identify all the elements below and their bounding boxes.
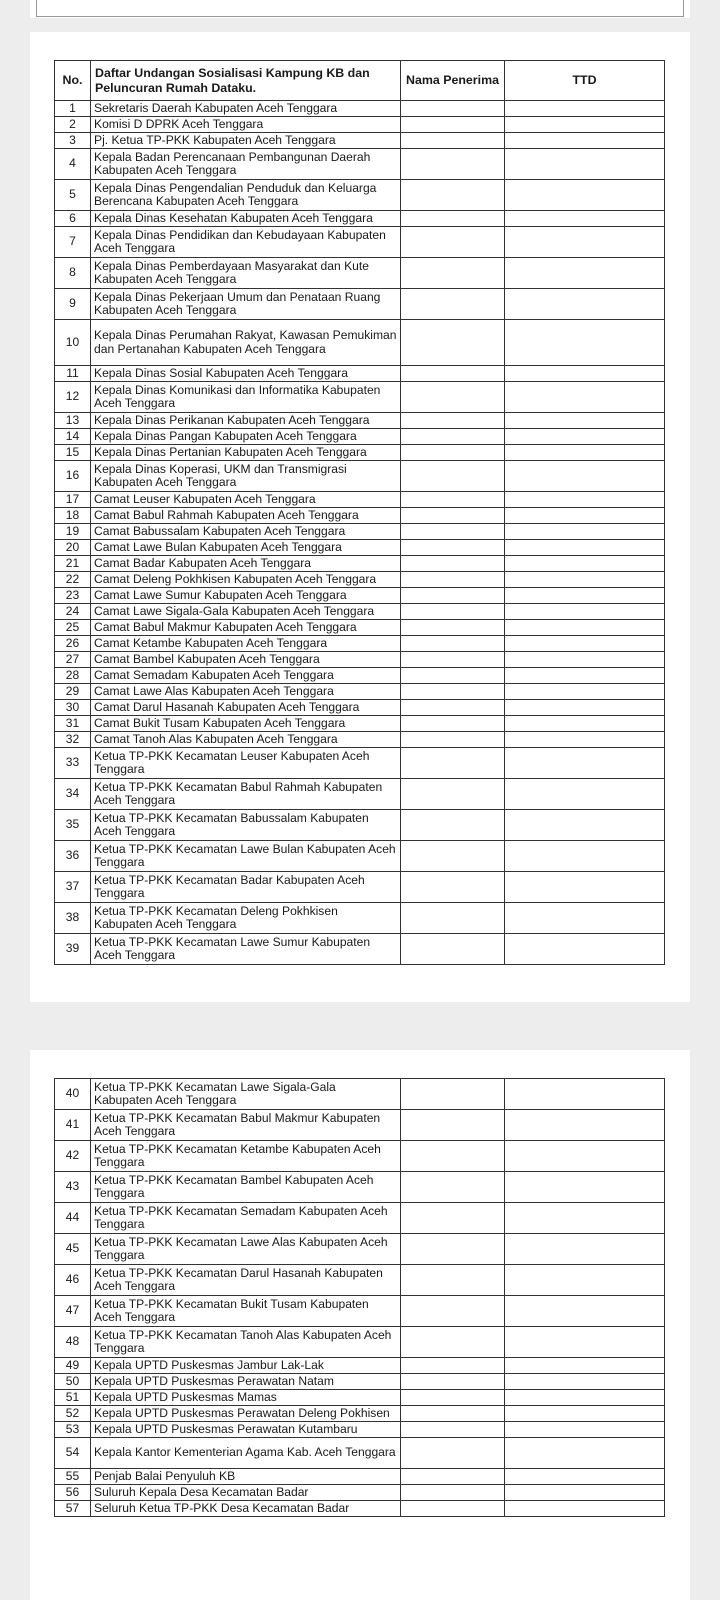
table-row xyxy=(55,872,665,903)
table-header-row xyxy=(55,61,665,101)
invitee-name: Kepala Kantor Kementerian Agama Kab. Aceh Tenggara xyxy=(91,1438,401,1469)
recipient-name-cell xyxy=(401,1406,505,1422)
invitee-name: Camat Ketambe Kabupaten Aceh Tenggara xyxy=(91,636,401,652)
row-number: 37 xyxy=(55,872,91,903)
row-number: 7 xyxy=(55,227,91,258)
signature-cell xyxy=(505,1141,665,1172)
signature-cell xyxy=(505,1203,665,1234)
signature-cell xyxy=(505,1485,665,1501)
invitee-name: Ketua TP-PKK Kecamatan Tanoh Alas Kabupaten Aceh Tenggara xyxy=(91,1327,401,1358)
recipient-name-cell xyxy=(401,492,505,508)
row-number: 13 xyxy=(55,413,91,429)
invitee-name: Ketua TP-PKK Kecamatan Leuser Kabupaten Aceh Tenggara xyxy=(91,748,401,779)
invitee-name: Penjab Balai Penyuluh KB xyxy=(91,1469,401,1485)
signature-cell xyxy=(505,934,665,965)
invitee-name: Ketua TP-PKK Kecamatan Bukit Tusam Kabupaten Aceh Tenggara xyxy=(91,1296,401,1327)
signature-cell xyxy=(505,461,665,492)
row-number: 24 xyxy=(55,604,91,620)
row-number: 3 xyxy=(55,133,91,149)
invitee-name: Camat Badar Kabupaten Aceh Tenggara xyxy=(91,556,401,572)
invitee-name: Camat Bukit Tusam Kabupaten Aceh Tenggara xyxy=(91,716,401,732)
row-number: 38 xyxy=(55,903,91,934)
row-number: 36 xyxy=(55,841,91,872)
row-number: 8 xyxy=(55,258,91,289)
table-row xyxy=(55,700,665,716)
recipient-name-cell xyxy=(401,620,505,636)
table-row xyxy=(55,572,665,588)
recipient-name-cell xyxy=(401,1079,505,1110)
recipient-name-cell xyxy=(401,1501,505,1517)
table-row xyxy=(55,732,665,748)
recipient-name-cell xyxy=(401,133,505,149)
signature-cell xyxy=(505,1296,665,1327)
invitee-name: Kepala Dinas Pengendalian Penduduk dan Keluarga Berencana Kabupaten Aceh Tenggara xyxy=(91,180,401,211)
table-row xyxy=(55,684,665,700)
row-number: 56 xyxy=(55,1485,91,1501)
recipient-name-cell xyxy=(401,1390,505,1406)
invitation-table xyxy=(54,60,665,965)
recipient-name-cell xyxy=(401,652,505,668)
table-row xyxy=(55,841,665,872)
invitee-name: Suluruh Kepala Desa Kecamatan Badar xyxy=(91,1485,401,1501)
table-row xyxy=(55,320,665,366)
signature-cell xyxy=(505,382,665,413)
recipient-name-cell xyxy=(401,779,505,810)
signature-cell xyxy=(505,636,665,652)
invitee-name: Camat Tanoh Alas Kabupaten Aceh Tenggara xyxy=(91,732,401,748)
signature-cell xyxy=(505,620,665,636)
signature-cell xyxy=(505,149,665,180)
table-row xyxy=(55,445,665,461)
signature-cell xyxy=(505,1358,665,1374)
table-row xyxy=(55,1501,665,1517)
table-body-page-2 xyxy=(55,1079,665,1517)
recipient-name-cell xyxy=(401,1141,505,1172)
recipient-name-cell xyxy=(401,1374,505,1390)
signature-cell xyxy=(505,524,665,540)
invitation-table-continued xyxy=(54,1078,665,1517)
recipient-name-cell xyxy=(401,289,505,320)
table-row xyxy=(55,1296,665,1327)
row-number: 19 xyxy=(55,524,91,540)
recipient-name-cell xyxy=(401,445,505,461)
invitee-name: Ketua TP-PKK Kecamatan Lawe Sumur Kabupaten Aceh Tenggara xyxy=(91,934,401,965)
signature-cell xyxy=(505,684,665,700)
table-row xyxy=(55,1234,665,1265)
table-row xyxy=(55,1469,665,1485)
row-number: 53 xyxy=(55,1422,91,1438)
row-number: 40 xyxy=(55,1079,91,1110)
signature-cell xyxy=(505,227,665,258)
row-number: 32 xyxy=(55,732,91,748)
invitee-name: Camat Darul Hasanah Kabupaten Aceh Tenggara xyxy=(91,700,401,716)
signature-cell xyxy=(505,588,665,604)
recipient-name-cell xyxy=(401,180,505,211)
row-number: 29 xyxy=(55,684,91,700)
signature-cell xyxy=(505,700,665,716)
table-row xyxy=(55,117,665,133)
row-number: 30 xyxy=(55,700,91,716)
row-number: 48 xyxy=(55,1327,91,1358)
table-body-page-1 xyxy=(55,101,665,965)
recipient-name-cell xyxy=(401,588,505,604)
invitee-name: Camat Bambel Kabupaten Aceh Tenggara xyxy=(91,652,401,668)
recipient-name-cell xyxy=(401,1438,505,1469)
table-row xyxy=(55,636,665,652)
signature-cell xyxy=(505,1079,665,1110)
invitee-name: Kepala Dinas Pemberdayaan Masyarakat dan Kute Kabupaten Aceh Tenggara xyxy=(91,258,401,289)
invitee-name: Camat Lawe Sigala-Gala Kabupaten Aceh Tenggara xyxy=(91,604,401,620)
table-row xyxy=(55,1327,665,1358)
row-number: 33 xyxy=(55,748,91,779)
row-number: 4 xyxy=(55,149,91,180)
signature-cell xyxy=(505,1374,665,1390)
signature-cell xyxy=(505,429,665,445)
row-number: 27 xyxy=(55,652,91,668)
previous-page-edge xyxy=(30,0,690,18)
invitee-name: Sekretaris Daerah Kabupaten Aceh Tenggara xyxy=(91,101,401,117)
table-row xyxy=(55,227,665,258)
row-number: 50 xyxy=(55,1374,91,1390)
invitee-name: Ketua TP-PKK Kecamatan Bambel Kabupaten Aceh Tenggara xyxy=(91,1172,401,1203)
recipient-name-cell xyxy=(401,556,505,572)
invitee-name: Kepala UPTD Puskesmas Mamas xyxy=(91,1390,401,1406)
row-number: 5 xyxy=(55,180,91,211)
table-row xyxy=(55,1079,665,1110)
table-row xyxy=(55,1265,665,1296)
signature-cell xyxy=(505,492,665,508)
recipient-name-cell xyxy=(401,1234,505,1265)
signature-cell xyxy=(505,810,665,841)
row-number: 15 xyxy=(55,445,91,461)
table-row xyxy=(55,1358,665,1374)
invitee-name: Ketua TP-PKK Kecamatan Lawe Sigala-Gala Kabupaten Aceh Tenggara xyxy=(91,1079,401,1110)
table-row xyxy=(55,1110,665,1141)
invitee-name: Ketua TP-PKK Kecamatan Babul Rahmah Kabupaten Aceh Tenggara xyxy=(91,779,401,810)
recipient-name-cell xyxy=(401,1469,505,1485)
recipient-name-cell xyxy=(401,1110,505,1141)
row-number: 42 xyxy=(55,1141,91,1172)
recipient-name-cell xyxy=(401,748,505,779)
invitee-name: Kepala Dinas Koperasi, UKM dan Transmigrasi Kabupaten Aceh Tenggara xyxy=(91,461,401,492)
recipient-name-cell xyxy=(401,258,505,289)
row-number: 49 xyxy=(55,1358,91,1374)
row-number: 22 xyxy=(55,572,91,588)
row-number: 45 xyxy=(55,1234,91,1265)
invitee-name: Camat Babul Makmur Kabupaten Aceh Tenggara xyxy=(91,620,401,636)
invitee-name: Camat Babussalam Kabupaten Aceh Tenggara xyxy=(91,524,401,540)
row-number: 46 xyxy=(55,1265,91,1296)
invitee-name: Kepala Dinas Perikanan Kabupaten Aceh Tenggara xyxy=(91,413,401,429)
signature-cell xyxy=(505,211,665,227)
recipient-name-cell xyxy=(401,810,505,841)
table-row xyxy=(55,461,665,492)
invitee-name: Camat Lawe Sumur Kabupaten Aceh Tenggara xyxy=(91,588,401,604)
signature-cell xyxy=(505,1438,665,1469)
signature-cell xyxy=(505,1501,665,1517)
invitee-name: Kepala UPTD Puskesmas Perawatan Deleng Pokhisen xyxy=(91,1406,401,1422)
header-ttd: TTD xyxy=(505,61,665,101)
signature-cell xyxy=(505,180,665,211)
table-row xyxy=(55,588,665,604)
signature-cell xyxy=(505,652,665,668)
row-number: 35 xyxy=(55,810,91,841)
table-row xyxy=(55,289,665,320)
table-row xyxy=(55,779,665,810)
invitee-name: Ketua TP-PKK Kecamatan Lawe Bulan Kabupaten Aceh Tenggara xyxy=(91,841,401,872)
recipient-name-cell xyxy=(401,508,505,524)
row-number: 43 xyxy=(55,1172,91,1203)
invitee-name: Kepala Dinas Pangan Kabupaten Aceh Tenggara xyxy=(91,429,401,445)
signature-cell xyxy=(505,540,665,556)
row-number: 12 xyxy=(55,382,91,413)
invitee-name: Kepala Dinas Perumahan Rakyat, Kawasan Pemukiman dan Pertanahan Kabupaten Aceh Tenggara xyxy=(91,320,401,366)
recipient-name-cell xyxy=(401,540,505,556)
row-number: 21 xyxy=(55,556,91,572)
invitee-name: Kepala Dinas Kesehatan Kabupaten Aceh Tenggara xyxy=(91,211,401,227)
recipient-name-cell xyxy=(401,429,505,445)
recipient-name-cell xyxy=(401,1358,505,1374)
signature-cell xyxy=(505,1172,665,1203)
recipient-name-cell xyxy=(401,320,505,366)
row-number: 54 xyxy=(55,1438,91,1469)
recipient-name-cell xyxy=(401,1296,505,1327)
signature-cell xyxy=(505,101,665,117)
row-number: 11 xyxy=(55,366,91,382)
signature-cell xyxy=(505,258,665,289)
row-number: 55 xyxy=(55,1469,91,1485)
recipient-name-cell xyxy=(401,1422,505,1438)
invitee-name: Seluruh Ketua TP-PKK Desa Kecamatan Badar xyxy=(91,1501,401,1517)
recipient-name-cell xyxy=(401,524,505,540)
invitee-name: Kepala UPTD Puskesmas Jambur Lak-Lak xyxy=(91,1358,401,1374)
header-no: No. xyxy=(55,61,91,101)
recipient-name-cell xyxy=(401,211,505,227)
signature-cell xyxy=(505,1406,665,1422)
invitee-name: Pj. Ketua TP-PKK Kabupaten Aceh Tenggara xyxy=(91,133,401,149)
invitee-name: Ketua TP-PKK Kecamatan Deleng Pokhkisen Kabupaten Aceh Tenggara xyxy=(91,903,401,934)
signature-cell xyxy=(505,732,665,748)
recipient-name-cell xyxy=(401,604,505,620)
recipient-name-cell xyxy=(401,1172,505,1203)
signature-cell xyxy=(505,1265,665,1296)
table-row xyxy=(55,1422,665,1438)
table-row xyxy=(55,934,665,965)
recipient-name-cell xyxy=(401,1485,505,1501)
header-title: Daftar Undangan Sosialisasi Kampung KB dan Peluncuran Rumah Dataku. xyxy=(91,61,401,101)
recipient-name-cell xyxy=(401,684,505,700)
row-number: 39 xyxy=(55,934,91,965)
table-row xyxy=(55,258,665,289)
signature-cell xyxy=(505,668,665,684)
invitee-name: Ketua TP-PKK Kecamatan Babul Makmur Kabupaten Aceh Tenggara xyxy=(91,1110,401,1141)
recipient-name-cell xyxy=(401,1265,505,1296)
signature-cell xyxy=(505,508,665,524)
table-row xyxy=(55,810,665,841)
recipient-name-cell xyxy=(401,149,505,180)
invitee-name: Ketua TP-PKK Kecamatan Badar Kabupaten Aceh Tenggara xyxy=(91,872,401,903)
signature-cell xyxy=(505,604,665,620)
signature-cell xyxy=(505,133,665,149)
signature-cell xyxy=(505,903,665,934)
row-number: 44 xyxy=(55,1203,91,1234)
invitee-name: Kepala Dinas Pekerjaan Umum dan Penataan Ruang Kabupaten Aceh Tenggara xyxy=(91,289,401,320)
signature-cell xyxy=(505,1469,665,1485)
table-row xyxy=(55,556,665,572)
row-number: 14 xyxy=(55,429,91,445)
signature-cell xyxy=(505,117,665,133)
table-row xyxy=(55,133,665,149)
table-row xyxy=(55,366,665,382)
row-number: 51 xyxy=(55,1390,91,1406)
document-page-1 xyxy=(30,32,690,1002)
table-row xyxy=(55,540,665,556)
signature-cell xyxy=(505,1234,665,1265)
invitee-name: Ketua TP-PKK Kecamatan Darul Hasanah Kabupaten Aceh Tenggara xyxy=(91,1265,401,1296)
signature-cell xyxy=(505,841,665,872)
recipient-name-cell xyxy=(401,700,505,716)
table-row xyxy=(55,492,665,508)
recipient-name-cell xyxy=(401,366,505,382)
recipient-name-cell xyxy=(401,716,505,732)
table-row xyxy=(55,748,665,779)
table-row xyxy=(55,903,665,934)
table-row xyxy=(55,668,665,684)
recipient-name-cell xyxy=(401,413,505,429)
invitee-name: Kepala Dinas Pendidikan dan Kebudayaan Kabupaten Aceh Tenggara xyxy=(91,227,401,258)
invitee-name: Kepala UPTD Puskesmas Perawatan Kutambaru xyxy=(91,1422,401,1438)
row-number: 31 xyxy=(55,716,91,732)
invitee-name: Ketua TP-PKK Kecamatan Ketambe Kabupaten Aceh Tenggara xyxy=(91,1141,401,1172)
row-number: 2 xyxy=(55,117,91,133)
recipient-name-cell xyxy=(401,382,505,413)
row-number: 10 xyxy=(55,320,91,366)
invitee-name: Ketua TP-PKK Kecamatan Semadam Kabupaten Aceh Tenggara xyxy=(91,1203,401,1234)
recipient-name-cell xyxy=(401,872,505,903)
table-row xyxy=(55,716,665,732)
row-number: 1 xyxy=(55,101,91,117)
recipient-name-cell xyxy=(401,227,505,258)
signature-cell xyxy=(505,779,665,810)
signature-cell xyxy=(505,1327,665,1358)
table-row xyxy=(55,1438,665,1469)
invitee-name: Camat Leuser Kabupaten Aceh Tenggara xyxy=(91,492,401,508)
table-row xyxy=(55,211,665,227)
row-number: 17 xyxy=(55,492,91,508)
signature-cell xyxy=(505,413,665,429)
recipient-name-cell xyxy=(401,572,505,588)
recipient-name-cell xyxy=(401,461,505,492)
recipient-name-cell xyxy=(401,732,505,748)
signature-cell xyxy=(505,556,665,572)
invitee-name: Komisi D DPRK Aceh Tenggara xyxy=(91,117,401,133)
recipient-name-cell xyxy=(401,841,505,872)
recipient-name-cell xyxy=(401,668,505,684)
signature-cell xyxy=(505,872,665,903)
table-row xyxy=(55,1485,665,1501)
row-number: 52 xyxy=(55,1406,91,1422)
invitee-name: Kepala Badan Perencanaan Pembangunan Daerah Kabupaten Aceh Tenggara xyxy=(91,149,401,180)
signature-cell xyxy=(505,366,665,382)
table-row xyxy=(55,1406,665,1422)
invitee-name: Camat Babul Rahmah Kabupaten Aceh Tenggara xyxy=(91,508,401,524)
table-row xyxy=(55,604,665,620)
table-row xyxy=(55,1172,665,1203)
recipient-name-cell xyxy=(401,117,505,133)
signature-cell xyxy=(505,320,665,366)
invitee-name: Kepala Dinas Komunikasi dan Informatika Kabupaten Aceh Tenggara xyxy=(91,382,401,413)
header-nama: Nama Penerima xyxy=(401,61,505,101)
table-row xyxy=(55,1141,665,1172)
row-number: 25 xyxy=(55,620,91,636)
invitee-name: Kepala UPTD Puskesmas Perawatan Natam xyxy=(91,1374,401,1390)
invitee-name: Camat Lawe Alas Kabupaten Aceh Tenggara xyxy=(91,684,401,700)
invitee-name: Ketua TP-PKK Kecamatan Lawe Alas Kabupaten Aceh Tenggara xyxy=(91,1234,401,1265)
signature-cell xyxy=(505,748,665,779)
row-number: 26 xyxy=(55,636,91,652)
recipient-name-cell xyxy=(401,636,505,652)
table-row xyxy=(55,382,665,413)
table-row xyxy=(55,1203,665,1234)
invitee-name: Kepala Dinas Pertanian Kabupaten Aceh Tenggara xyxy=(91,445,401,461)
row-number: 6 xyxy=(55,211,91,227)
row-number: 47 xyxy=(55,1296,91,1327)
invitee-name: Camat Deleng Pokhkisen Kabupaten Aceh Tenggara xyxy=(91,572,401,588)
table-row xyxy=(55,1374,665,1390)
row-number: 23 xyxy=(55,588,91,604)
recipient-name-cell xyxy=(401,934,505,965)
row-number: 16 xyxy=(55,461,91,492)
row-number: 57 xyxy=(55,1501,91,1517)
table-row xyxy=(55,101,665,117)
invitee-name: Kepala Dinas Sosial Kabupaten Aceh Tenggara xyxy=(91,366,401,382)
row-number: 34 xyxy=(55,779,91,810)
table-row xyxy=(55,180,665,211)
table-row xyxy=(55,620,665,636)
signature-cell xyxy=(505,1422,665,1438)
signature-cell xyxy=(505,445,665,461)
signature-cell xyxy=(505,716,665,732)
table-row xyxy=(55,508,665,524)
document-page-2 xyxy=(30,1050,690,1600)
table-row xyxy=(55,413,665,429)
recipient-name-cell xyxy=(401,1327,505,1358)
table-row xyxy=(55,652,665,668)
row-number: 20 xyxy=(55,540,91,556)
recipient-name-cell xyxy=(401,903,505,934)
row-number: 41 xyxy=(55,1110,91,1141)
signature-cell xyxy=(505,1390,665,1406)
table-row xyxy=(55,1390,665,1406)
signature-cell xyxy=(505,289,665,320)
signature-cell xyxy=(505,572,665,588)
row-number: 9 xyxy=(55,289,91,320)
invitee-name: Ketua TP-PKK Kecamatan Babussalam Kabupaten Aceh Tenggara xyxy=(91,810,401,841)
table-row xyxy=(55,149,665,180)
recipient-name-cell xyxy=(401,1203,505,1234)
signature-cell xyxy=(505,1110,665,1141)
recipient-name-cell xyxy=(401,101,505,117)
invitee-name: Camat Semadam Kabupaten Aceh Tenggara xyxy=(91,668,401,684)
table-row xyxy=(55,429,665,445)
row-number: 28 xyxy=(55,668,91,684)
table-row xyxy=(55,524,665,540)
invitee-name: Camat Lawe Bulan Kabupaten Aceh Tenggara xyxy=(91,540,401,556)
row-number: 18 xyxy=(55,508,91,524)
